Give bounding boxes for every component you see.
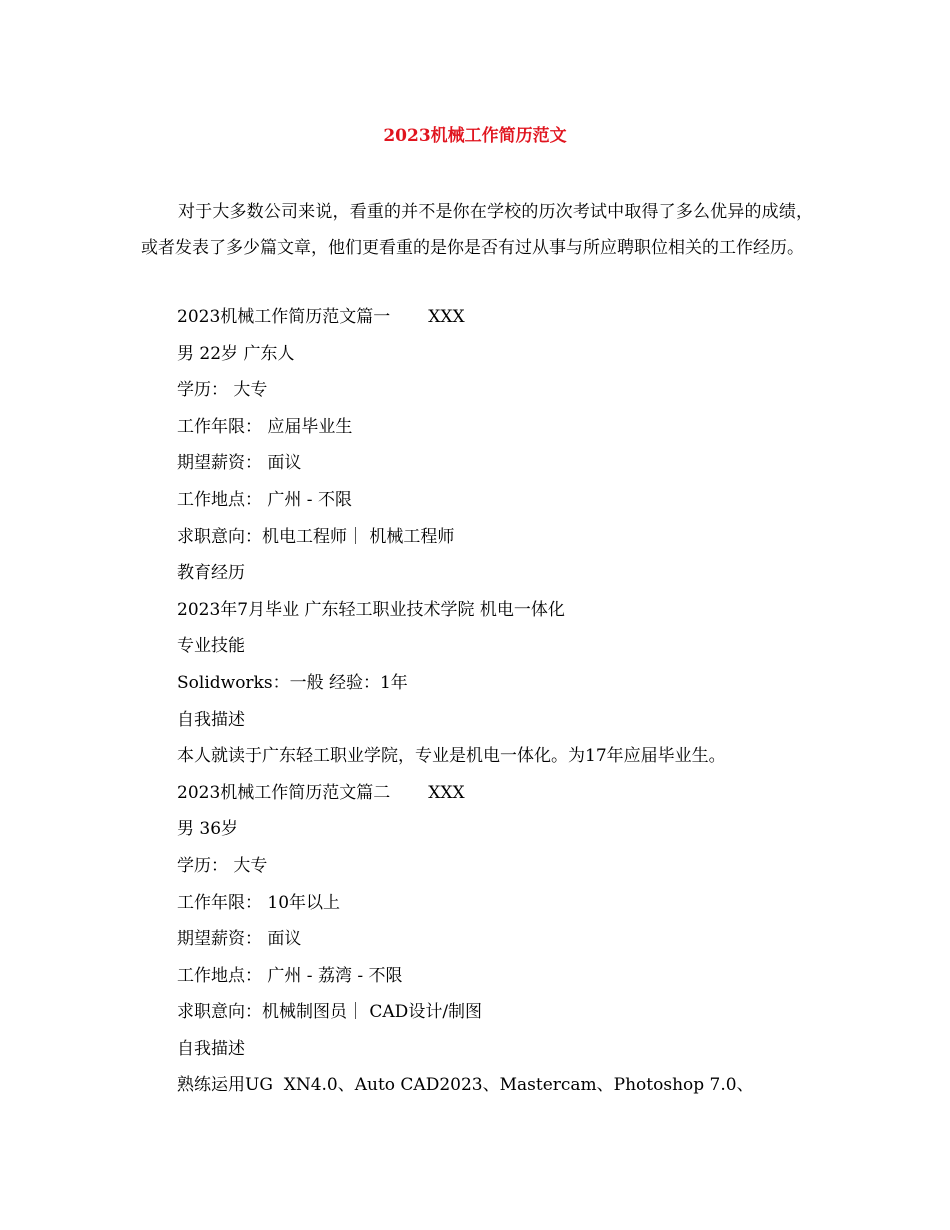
sample1-skills-detail: Solidworks：一般 经验：1年 xyxy=(177,672,408,693)
sample2-location: 工作地点： 广州 - 荔湾 - 不限 xyxy=(177,965,403,986)
sample2-education: 学历： 大专 xyxy=(177,855,268,876)
intro-paragraph: 对于大多数公司来说，看重的并不是你在学校的历次考试中取得了多么优异的成绩，或者发表了多少篇文章，他们更看重的是你是否有过从事与所应聘职位相关的工作经历。 xyxy=(141,202,813,258)
sample1-basic: 男 22岁 广东人 xyxy=(177,343,295,364)
sample1-work-years: 工作年限： 应届毕业生 xyxy=(177,416,353,437)
sample1-location: 工作地点： 广州 - 不限 xyxy=(177,489,352,510)
sample1-heading: 2023机械工作简历范文篇一 xyxy=(177,307,391,327)
sample2-self-detail: 熟练运用UG XN4.0、Auto CAD2023、Mastercam、Photoshop 7.0、 xyxy=(177,1075,754,1096)
sample2-heading: 2023机械工作简历范文篇二 xyxy=(177,782,391,803)
document-title: 2023机械工作简历范文 xyxy=(383,126,567,146)
sample1-intention: 求职意向：机电工程师｜ 机械工程师 xyxy=(177,526,455,547)
sample1-name: XXX xyxy=(428,307,465,327)
sample1-skills-heading: 专业技能 xyxy=(177,636,245,657)
sample2-intention: 求职意向：机械制图员｜ CAD设计/制图 xyxy=(177,1002,483,1023)
sample1-heading-line xyxy=(177,303,817,340)
sample1-salary: 期望薪资： 面议 xyxy=(177,453,302,474)
sample1-self-heading: 自我描述 xyxy=(177,709,245,730)
sample1-edu-heading: 教育经历 xyxy=(177,563,245,584)
sample1-edu-detail: 2023年7月毕业 广东轻工职业技术学院 机电一体化 xyxy=(177,599,565,620)
sample1-education: 学历： 大专 xyxy=(177,380,268,401)
sample1-self-detail: 本人就读于广东轻工职业学院，专业是机电一体化。为17年应届毕业生。 xyxy=(177,746,726,767)
sample2-work-years: 工作年限： 10年以上 xyxy=(177,892,341,913)
sample2-heading-line xyxy=(177,779,817,816)
sample2-name: XXX xyxy=(428,782,465,803)
sample2-salary: 期望薪资： 面议 xyxy=(177,929,302,950)
sample2-self-heading: 自我描述 xyxy=(177,1038,245,1059)
sample2-basic: 男 36岁 xyxy=(177,819,239,840)
resume-body xyxy=(177,303,817,1108)
